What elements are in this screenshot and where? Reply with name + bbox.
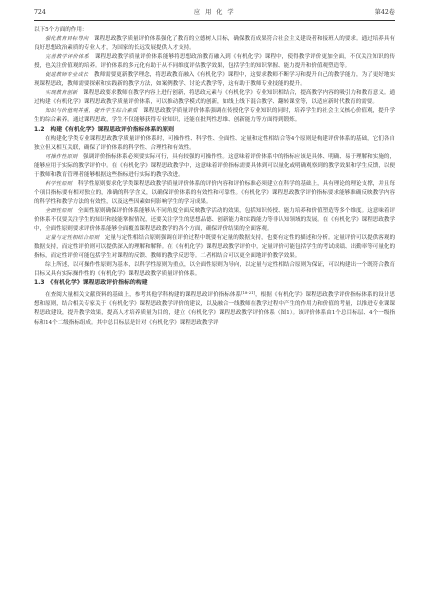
paragraph-lead: 实现教育创新	[45, 90, 78, 97]
principle-paragraph	[34, 234, 395, 261]
intro-line: 以下5个方面的作用：	[34, 27, 88, 33]
principle-paragraph	[34, 53, 395, 71]
paragraph-lead: 完善教学评价体系	[45, 54, 90, 61]
paragraph-text: 科学性原则要求化学类课程思政教学质量评价体系的评价内容和评价标准必须建立在科学的基础上，具有理论的理论支撑，并且每个项目指标要有相对独立的，准确的科学含义，以确保评价体系的有效性和可靠性。《有机化学》课程思政教学评价指标要求能够准确反映教学内容的科学性和教学方法的有效性，以及这些因素如何影响学生的学习成果。	[34, 180, 396, 205]
principle-paragraph	[34, 207, 395, 234]
paragraph-text: 课程思政要求教师在教学内容上进行创新，将思政元素与《有机化学》专业知识相结合，提高教学内容的吸引力和教育意义。通过构建《有机化学》课程思政教学质量评价体系，可以推动教学模式的创新，如线上线下混合教学、翻转课堂等，以适应新时代教育的需要。	[34, 90, 396, 106]
page-number: 724	[34, 9, 46, 16]
paragraph-lead: 可操作性原则	[45, 153, 78, 160]
running-header	[34, 7, 395, 21]
citation-reference: [18-21]	[241, 290, 256, 296]
paragraph-text: 定量与定性相结合原则强调在评价过程中既要有定量的数据支持，也要有定性的描述和分析。定量评价可以提供客观的数据支持，而定性评价则可以提供深入的理解和解释。在《有机化学》课程思政教学评价中，定量评价可能包括学生的考试成绩、出勤率等可量化的指标，而定性评价可能包括学生对课程的反馈、教师的教学反思等。二者相结合可以更全面地评价教学效果。	[34, 235, 395, 260]
paragraph-lead: 科学性原则	[45, 180, 73, 187]
summary-paragraph: 综上所述，以可操作性原则为基本，以科学性原则为重点，以全面性原则为导向，以定量与定性相结合原则为保证，可以构建出一个既符合教育目标又具有实际操作性的《有机化学》课程思政教学质量评价体系。	[34, 262, 395, 278]
section-heading-1-2: 1.2 构建《有机化学》课程思政评价指标体系的原则	[34, 126, 175, 133]
principle-paragraph	[34, 180, 395, 207]
principle-paragraph	[34, 153, 395, 180]
paragraph-lead: 知识与价值观并重，提升学生综合素质	[45, 108, 138, 115]
paragraph-text: 课程思政教学质量评价体系强调在传授化学专业知识的同时，培养学生的社会主义核心价值观，提升学生的综合素养。通过课程思政，学生不仅能够获得专业知识，还能在批判性思维、创新能力等方面得到锻炼。	[34, 108, 396, 124]
section-body	[34, 288, 395, 327]
journal-name: 应 用 化 学	[193, 9, 236, 16]
principle-paragraph	[34, 71, 395, 89]
principle-paragraph	[34, 89, 395, 107]
principle-paragraph	[34, 35, 395, 53]
section-heading-1-3: 1.3 《有机化学》课程思政评价指标的构建	[34, 280, 148, 287]
volume-label: 第42卷	[374, 9, 395, 16]
body-text: 在查阅大量相关文献资料的基础上，参考其他学科构建的课程思政评价指标体系	[45, 292, 242, 299]
body-text: ，根据《有机化学》课程思政教学评价指标体系的设计思想和原则，结合相关专家关于《有机化学》课程思政教学评价的建议，以及融合一线教师在教学过程中产生的作用力和价值的考量，以推进专业课课程思政建设，提升教学效果，提高人才培养质量为目的，建立《有机化学》课程思政教学评价体系（图1）。该评价体系由1个总目标层、4个一级指标和14个二级指标组成。其中总目标层是针对《有机化学》课程思政教学评	[34, 292, 396, 326]
paragraph-text: 课程思政教学质量评价体系能够将思想政治教育融入到《有机化学》课程中，使得教学评价更加全面，不仅关注知识的传授，也关注价值观的培养。评价体系的多元化有助于从不同维度评估教学效果，包括学生的知识掌握、能力提升和价值观塑造等。	[34, 54, 396, 70]
paragraph-lead: 定量与定性相结合原则	[45, 235, 100, 242]
paragraph-lead: 促进教师专业成长	[45, 72, 89, 79]
paragraph-lead: 全面性原则	[45, 207, 73, 214]
paragraph-text: 全面性原则确保评价体系能够从不同角度全面反映教学活动的效果，包括知识传授、能力培养和价值塑造等多个维度。这意味着评价体系不仅要关注学生的知识和技能掌握情况，还要关注学生的思想品德、创新能力和实践能力等非认知领域的发展。在《有机化学》课程思政教学中，全面性原则要求评价体系能够全面覆盖课程思政教学的各个方面，确保评价结果的全面客观。	[34, 207, 396, 233]
section-intro: 在构建化学类专业课程思政教学质量评价体系时，可操作性、科学性、全面性、定量和定性相结合等4个原则是构建评价体系的基础，它们各自独立但又相互关联，确保了评价体系的科学性、合理性和有效性。	[34, 135, 395, 151]
principle-paragraph	[34, 107, 395, 125]
paragraph-text: 课程思政教学质量评价体系强化了教育的立德树人目标，确保教育成果符合社会主义建设者和接班人的要求。通过培养具有良好思想政治素质的专业人才，为国家的长远发展提供人才支持。	[34, 36, 395, 52]
paragraph-text: 强调评价指标体系必须要实际可行，具有较强的可操作性。这意味着评价体系中的指标应该是具体、明确、易于理解和实施的，能够应用于实际的教学评价中。在《有机化学》课程思政教学中，这意味着评价指标需要具体到可以量化或明确观察到的教学效果和学生反馈，以便于教师和教育管理者能够根据这些指标进行实际的教学改进。	[34, 153, 396, 178]
paragraph-text: 教师需要更新教学理念，将思政教育融入《有机化学》课程中，这要求教师不断学习和提升自己的教学能力，为了更好地实现课程思政，教师需要探索和实践新的教学方法，如案例教学、讨论式教学等，这有助于教师专业技能的提升。	[34, 72, 395, 88]
paragraph-lead: 强化教育目标导向	[45, 36, 89, 43]
